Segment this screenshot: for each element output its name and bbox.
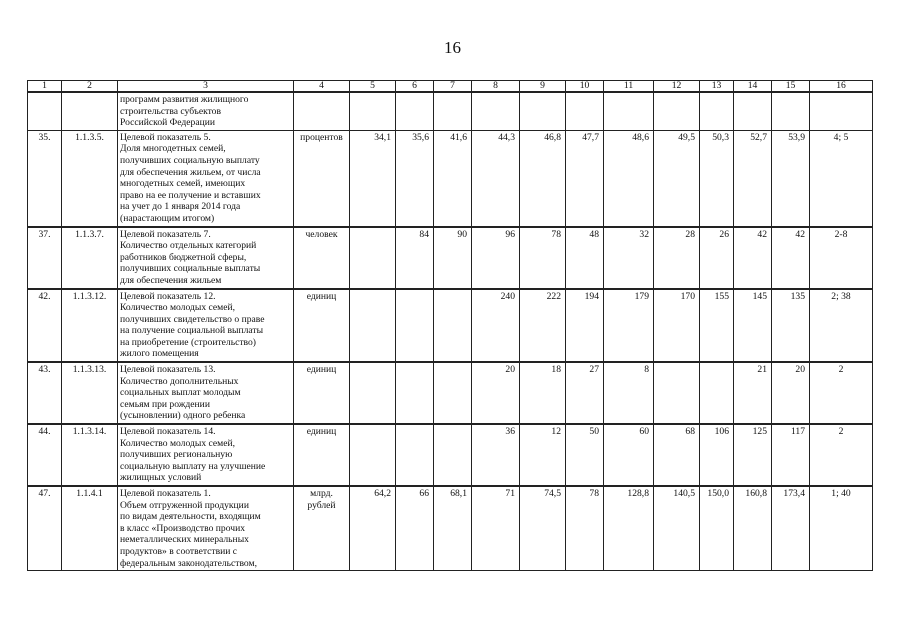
value-cell: 21 [734, 362, 772, 424]
source-cell: 2 [810, 424, 873, 486]
value-cell: 140,5 [654, 486, 700, 571]
indicator-name-line: получивших региональную [120, 449, 233, 461]
value-cell: 27 [566, 362, 604, 424]
table-header-row [28, 81, 873, 93]
value-cell: 48 [566, 227, 604, 289]
value-cell: 74,5 [520, 486, 566, 571]
unit-cell [294, 92, 350, 130]
indicator-name-line: социальную выплату на улучшение [120, 460, 266, 472]
value-cell [350, 92, 396, 130]
value-cell: 90 [434, 227, 472, 289]
value-cell [434, 362, 472, 424]
indicator-name-line: Объем отгруженной продукции [120, 499, 249, 511]
value-cell: 28 [654, 227, 700, 289]
value-cell [700, 362, 734, 424]
indicator-name-line: Целевой показатель 5. [120, 131, 211, 143]
indicator-name-line: Целевой показатель 13. [120, 364, 216, 376]
indicators-table [27, 80, 873, 571]
indicator-name-line: семьям при рождении [120, 398, 210, 410]
value-cell: 44,3 [472, 130, 520, 226]
indicator-name-line: право на ее получение и вставших [120, 189, 261, 201]
row-number-cell: 42. [28, 289, 62, 363]
indicator-name-line: (усыновлении) одного ребенка [120, 410, 246, 422]
indicator-name-line: работников бюджетной сферы, [120, 251, 247, 263]
value-cell: 66 [396, 486, 434, 571]
value-cell [396, 289, 434, 363]
row-number-cell: 47. [28, 486, 62, 571]
unit-cell: млрд. рублей [294, 486, 350, 571]
indicator-name-line: социальных выплат молодым [120, 387, 241, 399]
value-cell: 222 [520, 289, 566, 363]
row-number-cell: 35. [28, 130, 62, 226]
value-cell [350, 289, 396, 363]
value-cell: 170 [654, 289, 700, 363]
value-cell: 42 [734, 227, 772, 289]
unit-cell: единиц [294, 362, 350, 424]
table-row [28, 486, 873, 571]
table-row [28, 92, 873, 130]
header-cell: 9 [520, 81, 566, 93]
indicator-name-line: на приобретение (строительство) [120, 336, 256, 348]
value-cell [772, 92, 810, 130]
header-cell: 5 [350, 81, 396, 93]
row-code-cell: 1.1.3.7. [62, 227, 118, 289]
value-cell [700, 92, 734, 130]
value-cell: 96 [472, 227, 520, 289]
row-number-cell: 43. [28, 362, 62, 424]
indicator-name-cell [118, 289, 294, 363]
value-cell [350, 424, 396, 486]
indicator-name-line: Количество молодых семей, [120, 437, 236, 449]
table-row [28, 424, 873, 486]
value-cell: 46,8 [520, 130, 566, 226]
value-cell: 117 [772, 424, 810, 486]
row-code-cell: 1.1.3.5. [62, 130, 118, 226]
value-cell: 240 [472, 289, 520, 363]
table-row [28, 362, 873, 424]
header-cell: 11 [604, 81, 654, 93]
value-cell [350, 362, 396, 424]
indicator-name-line: Количество отдельных категорий [120, 240, 257, 252]
value-cell [434, 92, 472, 130]
value-cell [434, 424, 472, 486]
indicator-name-line: программ развития жилищного [120, 94, 249, 105]
row-code-cell: 1.1.3.14. [62, 424, 118, 486]
unit-cell: единиц [294, 424, 350, 486]
value-cell [396, 424, 434, 486]
indicator-name-line: на получение социальной выплаты [120, 325, 264, 337]
value-cell [396, 92, 434, 130]
header-cell: 3 [118, 81, 294, 93]
header-cell: 10 [566, 81, 604, 93]
indicator-name-line: продуктов» в соответствии с [120, 545, 238, 557]
value-cell: 173,4 [772, 486, 810, 571]
value-cell: 179 [604, 289, 654, 363]
value-cell [396, 362, 434, 424]
value-cell: 12 [520, 424, 566, 486]
indicator-name-line: получивших социальные выплаты [120, 263, 261, 275]
header-cell: 14 [734, 81, 772, 93]
row-code-cell: 1.1.4.1 [62, 486, 118, 571]
indicator-name-line: Количество молодых семей, [120, 302, 236, 314]
value-cell: 49,5 [654, 130, 700, 226]
indicator-name-cell [118, 227, 294, 289]
value-cell: 145 [734, 289, 772, 363]
value-cell: 78 [566, 486, 604, 571]
header-cell: 8 [472, 81, 520, 93]
table-row [28, 130, 873, 226]
value-cell: 64,2 [350, 486, 396, 571]
header-cell: 16 [810, 81, 873, 93]
value-cell [434, 289, 472, 363]
value-cell: 155 [700, 289, 734, 363]
value-cell [520, 92, 566, 130]
indicator-name-line: получивших свидетельство о праве [120, 313, 265, 325]
value-cell [566, 92, 604, 130]
value-cell: 125 [734, 424, 772, 486]
value-cell: 53,9 [772, 130, 810, 226]
indicator-name-line: в класс «Производство прочих [120, 522, 246, 534]
value-cell: 20 [472, 362, 520, 424]
source-cell: 2 [810, 362, 873, 424]
value-cell: 41,6 [434, 130, 472, 226]
value-cell [472, 92, 520, 130]
value-cell: 135 [772, 289, 810, 363]
value-cell: 68,1 [434, 486, 472, 571]
indicator-name-line: Количество дополнительных [120, 375, 239, 387]
value-cell: 35,6 [396, 130, 434, 226]
indicator-name-cell [118, 130, 294, 226]
indicator-name-line: на учет до 1 января 2014 года [120, 201, 241, 213]
header-cell: 7 [434, 81, 472, 93]
indicator-name-line: неметаллических минеральных [120, 534, 249, 546]
table-row [28, 289, 873, 363]
header-cell: 2 [62, 81, 118, 93]
value-cell: 8 [604, 362, 654, 424]
source-cell: 4; 5 [810, 130, 873, 226]
indicator-name-line: строительства субъектов [120, 105, 222, 117]
indicator-name-line: Целевой показатель 7. [120, 228, 211, 240]
indicator-name-line: Российской Федерации [120, 117, 215, 129]
value-cell: 160,8 [734, 486, 772, 571]
indicator-name-line: для обеспечения жильем, от числа [120, 166, 261, 178]
source-cell: 2; 38 [810, 289, 873, 363]
value-cell: 47,7 [566, 130, 604, 226]
value-cell: 68 [654, 424, 700, 486]
unit-cell: процентов [294, 130, 350, 226]
value-cell [654, 92, 700, 130]
row-code-cell: 1.1.3.13. [62, 362, 118, 424]
value-cell: 18 [520, 362, 566, 424]
indicator-name-line: многодетных семей, имеющих [120, 178, 246, 190]
row-number-cell: 44. [28, 424, 62, 486]
row-code-cell [62, 92, 118, 130]
value-cell: 106 [700, 424, 734, 486]
value-cell: 50 [566, 424, 604, 486]
value-cell: 150,0 [700, 486, 734, 571]
value-cell [604, 92, 654, 130]
source-cell: 2-8 [810, 227, 873, 289]
unit-cell: единиц [294, 289, 350, 363]
indicator-name-line: (нарастающим итогом) [120, 212, 215, 224]
value-cell [734, 92, 772, 130]
value-cell [654, 362, 700, 424]
value-cell [350, 227, 396, 289]
header-cell: 12 [654, 81, 700, 93]
value-cell: 48,6 [604, 130, 654, 226]
value-cell: 52,7 [734, 130, 772, 226]
value-cell: 34,1 [350, 130, 396, 226]
indicator-name-line: Целевой показатель 12. [120, 290, 216, 302]
value-cell: 60 [604, 424, 654, 486]
indicator-name-line: для обеспечения жильем [120, 274, 222, 286]
indicator-name-cell [118, 92, 294, 130]
indicator-name-line: по видам деятельности, входящим [120, 511, 261, 523]
indicator-name-line: Целевой показатель 14. [120, 426, 216, 438]
unit-cell: человек [294, 227, 350, 289]
value-cell: 71 [472, 486, 520, 571]
header-cell: 1 [28, 81, 62, 93]
indicator-name-line: жилого помещения [120, 348, 199, 360]
header-cell: 4 [294, 81, 350, 93]
indicator-name-line: Доля многодетных семей, [120, 143, 226, 155]
header-cell: 15 [772, 81, 810, 93]
source-cell [810, 92, 873, 130]
indicator-name-line: Целевой показатель 1. [120, 488, 211, 499]
indicator-name-line: федеральным законодательством, [120, 557, 258, 569]
value-cell: 36 [472, 424, 520, 486]
indicator-name-cell [118, 362, 294, 424]
header-cell: 6 [396, 81, 434, 93]
page-number: 16 [444, 38, 461, 57]
indicator-name-line: жилищных условий [120, 472, 202, 484]
value-cell: 32 [604, 227, 654, 289]
table-row [28, 227, 873, 289]
value-cell: 194 [566, 289, 604, 363]
indicator-name-cell [118, 486, 294, 571]
value-cell: 42 [772, 227, 810, 289]
value-cell: 26 [700, 227, 734, 289]
row-code-cell: 1.1.3.12. [62, 289, 118, 363]
value-cell: 50,3 [700, 130, 734, 226]
indicator-name-cell [118, 424, 294, 486]
row-number-cell: 37. [28, 227, 62, 289]
value-cell: 78 [520, 227, 566, 289]
indicator-name-line: получивших социальную выплату [120, 154, 260, 166]
value-cell: 128,8 [604, 486, 654, 571]
row-number-cell [28, 92, 62, 130]
header-cell: 13 [700, 81, 734, 93]
value-cell: 84 [396, 227, 434, 289]
source-cell: 1; 40 [810, 486, 873, 571]
value-cell: 20 [772, 362, 810, 424]
